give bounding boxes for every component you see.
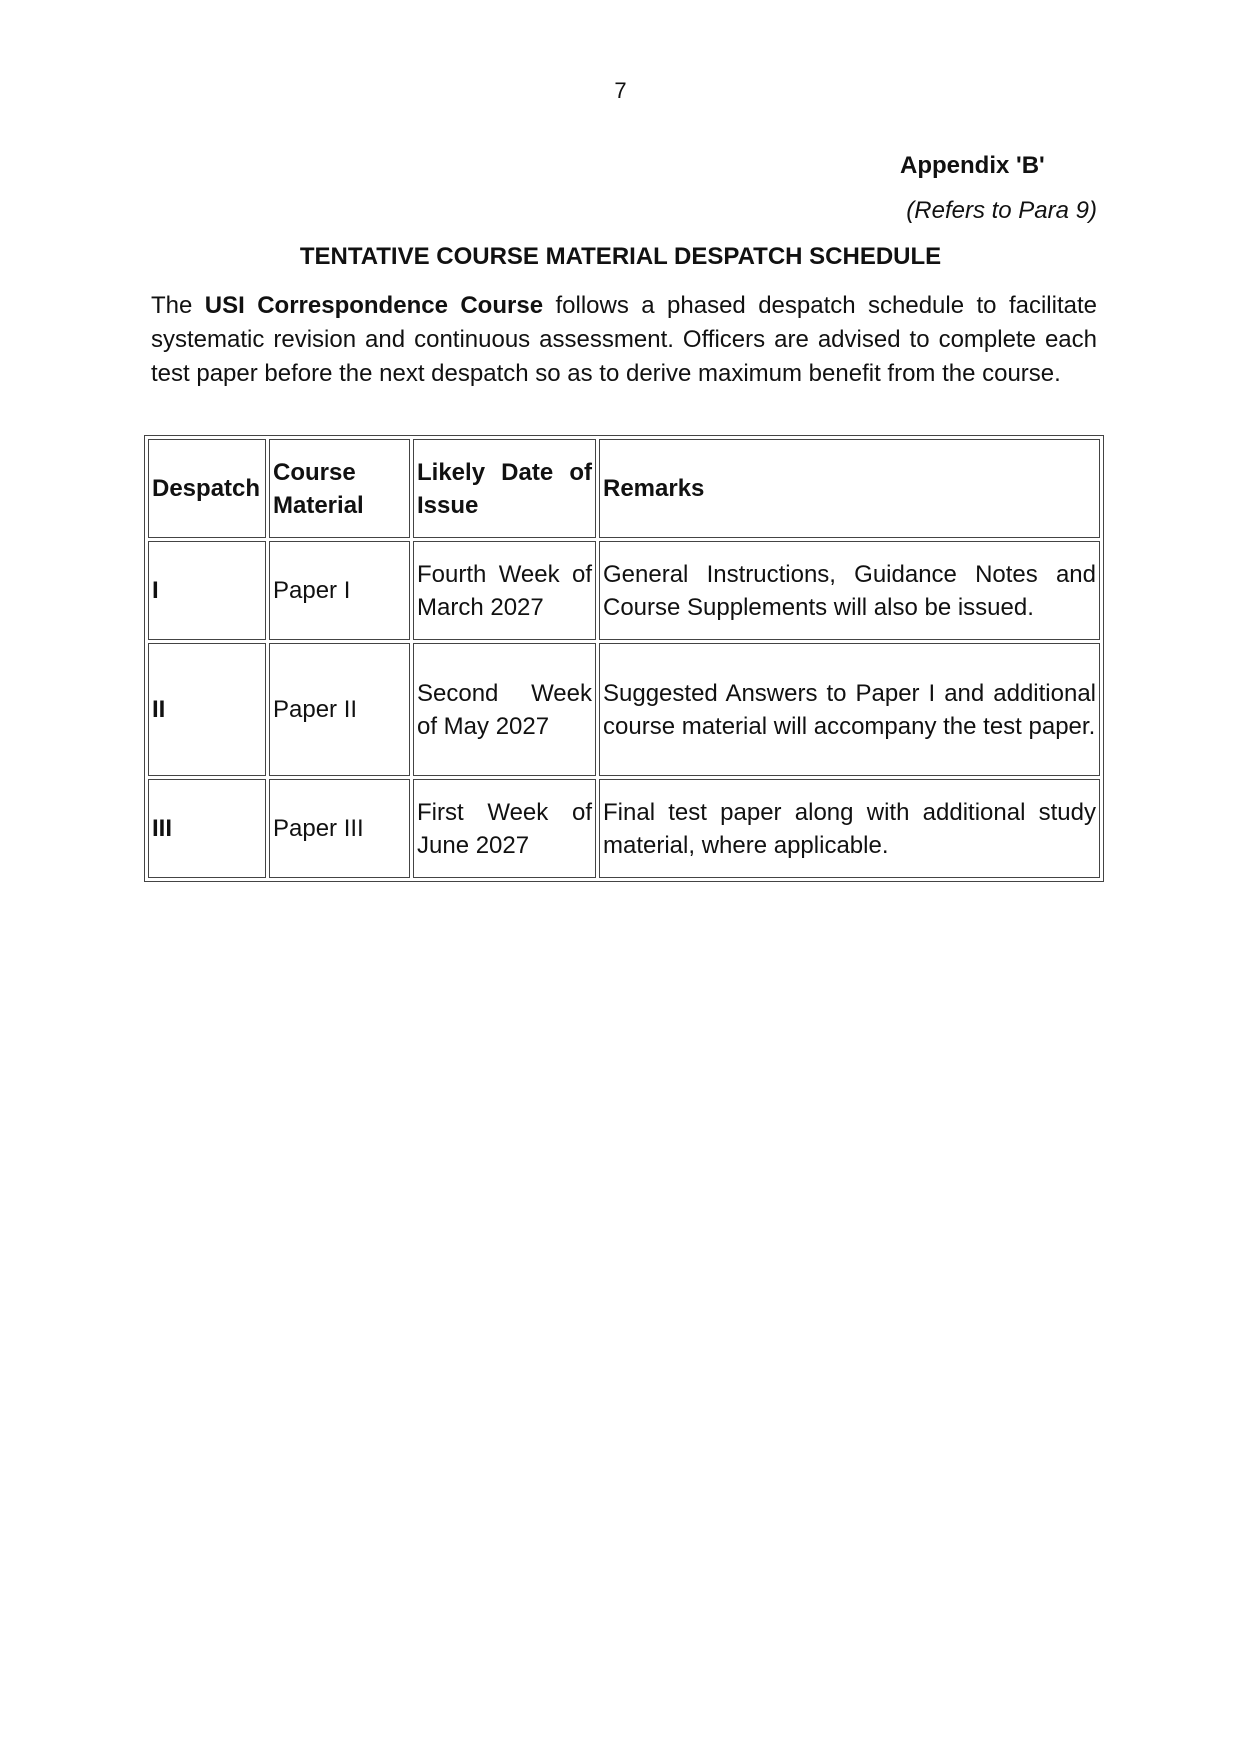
cell-despatch: II bbox=[148, 643, 266, 776]
cell-remarks: Suggested Answers to Paper I and additional course material will accompany the test paper. bbox=[599, 643, 1100, 776]
header-course-material: Course Material bbox=[269, 439, 410, 538]
cell-remarks: General Instructions, Guidance Notes and Course Supplements will also be issued. bbox=[599, 541, 1100, 640]
cell-likely-date: Second Week of May 2027 bbox=[413, 643, 596, 776]
intro-paragraph bbox=[151, 289, 1097, 391]
cell-remarks: Final test paper along with additional study material, where applicable. bbox=[599, 779, 1100, 878]
appendix-label: Appendix 'B' bbox=[900, 152, 1045, 179]
table-row bbox=[148, 541, 1100, 640]
cell-despatch: III bbox=[148, 779, 266, 878]
header-likely-date: Likely Date of Issue bbox=[413, 439, 596, 538]
cell-despatch: I bbox=[148, 541, 266, 640]
cell-course-material: Paper I bbox=[269, 541, 410, 640]
cell-course-material: Paper III bbox=[269, 779, 410, 878]
page-number: 7 bbox=[614, 78, 627, 103]
table-row bbox=[148, 779, 1100, 878]
refers-note: (Refers to Para 9) bbox=[906, 197, 1097, 224]
intro-suffix: follows a phased despatch schedule to facilitate systematic revision and continuous assessment. Officers are advised to complete each test paper before the next despatch so as to derive maximum benefit from the course. bbox=[151, 292, 1097, 387]
header-remarks: Remarks bbox=[599, 439, 1100, 538]
cell-course-material: Paper II bbox=[269, 643, 410, 776]
header-despatch: Despatch bbox=[148, 439, 266, 538]
intro-course-name: USI Correspondence Course bbox=[204, 292, 544, 319]
cell-likely-date: First Week of June 2027 bbox=[413, 779, 596, 878]
table-row bbox=[148, 643, 1100, 776]
document-title: TENTATIVE COURSE MATERIAL DESPATCH SCHEDULE bbox=[299, 243, 942, 270]
table-header-row bbox=[148, 439, 1100, 538]
despatch-schedule-table bbox=[144, 435, 1104, 882]
cell-likely-date: Fourth Week of March 2027 bbox=[413, 541, 596, 640]
intro-prefix: The bbox=[151, 292, 205, 319]
